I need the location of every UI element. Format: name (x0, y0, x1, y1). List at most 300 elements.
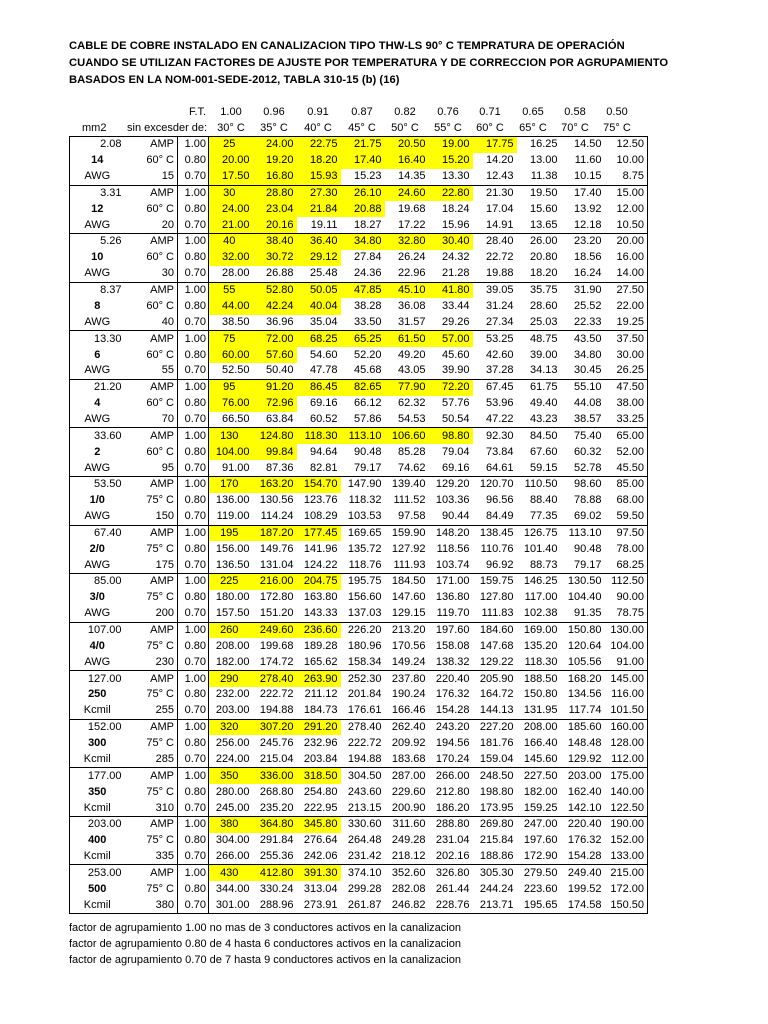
table-row (70, 347, 648, 363)
ampacity-value-cell: 57.86 (341, 412, 385, 428)
ampacity-value-cell: 21.28 (429, 266, 473, 282)
conductor-size-cell: 2/0 (70, 541, 125, 557)
ampacity-value-cell: 113.10 (341, 428, 385, 444)
ampacity-value-cell: 243.60 (347, 785, 382, 798)
ampacity-value-cell: 17.75 (473, 137, 517, 153)
ampacity-value-cell: 169.00 (517, 622, 561, 638)
ampacity-value-cell: 90.48 (353, 445, 382, 458)
table-row (70, 137, 648, 153)
ampacity-value-cell: 187.20 (253, 525, 297, 541)
ampacity-value-cell: 184.73 (297, 703, 341, 719)
footer-note-1: factor de agrupamiento 1.00 no mas de 3 conductores activos en la canalizacion (69, 922, 461, 934)
grouping-factor-cell: 0.80 (178, 153, 209, 169)
mm2-cell: 177.00 (70, 768, 125, 784)
ampacity-value-cell: 90.48 (573, 542, 602, 555)
grouping-factor-cell: 0.70 (178, 800, 209, 816)
ampacity-value-cell: 77.90 (385, 379, 429, 395)
ampacity-value-cell: 17.40 (341, 153, 385, 169)
ampacity-value-cell: 108.29 (297, 509, 341, 525)
ampacity-value-cell: 27.30 (297, 185, 341, 201)
ampacity-value-cell: 17.04 (485, 202, 514, 215)
ampacity-value-cell: 159.90 (385, 525, 429, 541)
ampacity-value-cell: 18.24 (441, 202, 470, 215)
grouping-factor-cell: 1.00 (178, 671, 209, 687)
ampacity-value-cell: 374.10 (341, 865, 385, 881)
ampacity-value-cell: 45.10 (385, 282, 429, 298)
ampacity-value-cell: 245.00 (209, 800, 253, 816)
ampacity-value-cell: 344.00 (215, 882, 250, 895)
grouping-factor-cell: 1.00 (178, 476, 209, 492)
ampacity-value-cell: 97.50 (605, 525, 648, 541)
ampacity-value-cell: 152.00 (605, 833, 648, 849)
mm2-cell: 67.40 (70, 525, 125, 541)
ampacity-value-cell: 21.75 (341, 137, 385, 153)
ampacity-value-cell: 138.32 (429, 655, 473, 671)
ampacity-value-cell: 223.60 (523, 882, 558, 895)
ampacity-table (69, 136, 648, 914)
base-ampacity-cell: 55 (125, 363, 178, 379)
ampacity-value-cell: 61.50 (385, 331, 429, 347)
ampacity-value-cell: 30.45 (561, 363, 605, 379)
ampacity-value-cell: 208.00 (215, 639, 250, 652)
ampacity-value-cell: 16.24 (561, 266, 605, 282)
ampacity-value-cell: 135.72 (347, 542, 382, 555)
grouping-factor-cell: 0.70 (178, 460, 209, 476)
ampacity-value-cell: 101.40 (523, 542, 558, 555)
ampacity-value-cell: 279.50 (517, 865, 561, 881)
ampacity-value-cell: 45.68 (341, 363, 385, 379)
ampacity-value-cell: 261.44 (435, 882, 470, 895)
title-line-1: CABLE DE COBRE INSTALADO EN CANALIZACION TIPO THW-LS 90° C TEMPRATURA DE OPERACIÓN (69, 40, 625, 52)
ampacity-value-cell: 26.88 (253, 266, 297, 282)
ampacity-value-cell: 65.00 (605, 428, 648, 444)
base-ampacity-cell: 310 (125, 800, 178, 816)
table-row (70, 153, 648, 169)
ampacity-value-cell: 159.75 (473, 574, 517, 590)
ampacity-value-cell: 352.60 (385, 865, 429, 881)
ampacity-value-cell: 85.28 (397, 445, 426, 458)
ampacity-value-cell: 85.00 (605, 476, 648, 492)
ampacity-value-cell: 92.30 (473, 428, 517, 444)
grouping-factor-cell: 0.80 (178, 493, 209, 509)
ampacity-value-cell: 232.00 (215, 688, 250, 701)
rating-temperature-cell: 75° C (146, 591, 174, 604)
ampacity-value-cell: 188.50 (517, 671, 561, 687)
amp-label-cell: AMP (125, 865, 178, 881)
ampacity-value-cell: 282.08 (391, 882, 426, 895)
ampacity-value-cell: 166.40 (523, 737, 558, 750)
ampacity-value-cell: 326.80 (429, 865, 473, 881)
ampacity-value-cell: 170.56 (391, 639, 426, 652)
ampacity-value-cell: 228.76 (429, 897, 473, 913)
ampacity-value-cell: 78.75 (605, 606, 648, 622)
mm2-label: mm2 (82, 122, 107, 134)
ampacity-value-cell: 212.80 (435, 785, 470, 798)
ampacity-value-cell: 266.00 (209, 849, 253, 865)
grouping-factor-cell: 0.80 (178, 833, 209, 849)
ampacity-value-cell: 68.25 (605, 557, 648, 573)
ampacity-value-cell: 136.80 (435, 591, 470, 604)
ampacity-value-cell: 172.00 (605, 881, 648, 897)
ampacity-value-cell: 19.20 (253, 153, 297, 169)
ampacity-value-cell: 184.50 (385, 574, 429, 590)
ampacity-value-cell: 169.65 (341, 525, 385, 541)
ampacity-value-cell: 91.00 (209, 460, 253, 476)
table-row (70, 849, 648, 865)
unit-cell: AWG (70, 655, 125, 671)
grouping-factor-cell: 0.70 (178, 849, 209, 865)
ampacity-value-cell: 63.84 (253, 412, 297, 428)
ampacity-value-cell: 142.10 (561, 800, 605, 816)
ampacity-value-cell: 84.50 (517, 428, 561, 444)
table-row (70, 460, 648, 476)
table-row (70, 768, 648, 784)
unit-cell: AWG (70, 169, 125, 185)
ampacity-value-cell: 185.60 (561, 719, 605, 735)
unit-cell: AWG (70, 460, 125, 476)
ampacity-value-cell: 176.32 (435, 688, 470, 701)
ampacity-value-cell: 118.30 (297, 428, 341, 444)
ampacity-value-cell: 16.25 (517, 137, 561, 153)
grouping-factor-cell: 0.80 (178, 638, 209, 654)
ampacity-value-cell: 304.50 (341, 768, 385, 784)
ampacity-value-cell: 59.15 (517, 460, 561, 476)
ampacity-value-cell: 139.40 (385, 476, 429, 492)
ampacity-value-cell: 168.20 (561, 671, 605, 687)
ampacity-value-cell: 129.92 (561, 752, 605, 768)
ampacity-value-cell: 33.44 (441, 299, 470, 312)
ampacity-value-cell: 26.10 (341, 185, 385, 201)
ampacity-value-cell: 38.50 (209, 315, 253, 331)
conductor-size-cell: 14 (70, 153, 125, 169)
ampacity-value-cell: 25 (209, 137, 253, 153)
temperature-header: 70° C (561, 122, 589, 134)
ampacity-value-cell: 203.84 (297, 752, 341, 768)
ampacity-value-cell: 182.00 (523, 785, 558, 798)
ampacity-value-cell: 126.75 (517, 525, 561, 541)
ampacity-value-cell: 44.08 (573, 397, 602, 410)
ampacity-value-cell: 20.50 (385, 137, 429, 153)
ampacity-value-cell: 30.72 (253, 250, 297, 266)
ampacity-value-cell: 98.80 (429, 428, 473, 444)
ampacity-value-cell: 15.96 (429, 217, 473, 233)
ampacity-value-cell: 336.00 (253, 768, 297, 784)
ampacity-value-cell: 311.60 (385, 816, 429, 832)
table-row (70, 816, 648, 832)
unit-cell: AWG (70, 509, 125, 525)
ampacity-value-cell: 117.74 (561, 703, 605, 719)
ampacity-value-cell: 38.57 (561, 412, 605, 428)
ampacity-value-cell: 35.75 (517, 282, 561, 298)
base-ampacity-cell: 30 (125, 266, 178, 282)
ampacity-value-cell: 183.68 (385, 752, 429, 768)
ampacity-value-cell: 320 (209, 719, 253, 735)
ampacity-value-cell: 14.50 (561, 137, 605, 153)
amp-label-cell: AMP (125, 671, 178, 687)
table-row (70, 412, 648, 428)
ampacity-value-cell: 215.04 (253, 752, 297, 768)
table-row (70, 800, 648, 816)
amp-label-cell: AMP (125, 816, 178, 832)
ampacity-value-cell: 232.96 (303, 737, 338, 750)
ampacity-value-cell: 32.80 (385, 234, 429, 250)
ampacity-value-cell: 59.50 (605, 509, 648, 525)
conductor-size-cell: 10 (70, 250, 125, 266)
temperature-header: 65° C (519, 122, 547, 134)
ampacity-value-cell: 227.50 (517, 768, 561, 784)
ampacity-value-cell: 49.20 (397, 348, 426, 361)
base-ampacity-cell: 15 (125, 169, 178, 185)
ampacity-value-cell: 127.80 (479, 591, 514, 604)
ampacity-value-cell: 380 (209, 816, 253, 832)
ampacity-value-cell: 29.26 (429, 315, 473, 331)
ampacity-value-cell: 27.84 (353, 251, 382, 264)
table-row (70, 331, 648, 347)
ampacity-value-cell: 103.36 (435, 494, 470, 507)
ampacity-value-cell: 189.28 (303, 639, 338, 652)
ampacity-value-cell: 430 (209, 865, 253, 881)
ampacity-value-cell: 129.15 (385, 606, 429, 622)
ampacity-value-cell: 200.90 (385, 800, 429, 816)
base-ampacity-cell: 380 (125, 897, 178, 913)
ampacity-value-cell: 197.60 (429, 622, 473, 638)
ampacity-value-cell: 172.80 (259, 591, 294, 604)
ampacity-value-cell: 163.80 (303, 591, 338, 604)
ampacity-value-cell: 69.02 (561, 509, 605, 525)
table-row (70, 638, 648, 654)
base-ampacity-cell: 200 (125, 606, 178, 622)
ampacity-value-cell: 129.22 (473, 655, 517, 671)
ampacity-value-cell: 36.96 (253, 315, 297, 331)
ampacity-value-cell: 31.90 (561, 282, 605, 298)
ampacity-value-cell: 218.12 (385, 849, 429, 865)
ampacity-value-cell: 119.70 (429, 606, 473, 622)
grouping-factor-cell: 1.00 (178, 768, 209, 784)
ampacity-value-cell: 10.00 (605, 153, 648, 169)
ampacity-value-cell: 84.49 (473, 509, 517, 525)
conductor-size-cell: 300 (70, 735, 125, 751)
ampacity-value-cell: 29.12 (297, 250, 341, 266)
ampacity-value-cell: 194.88 (341, 752, 385, 768)
ampacity-value-cell: 159.04 (473, 752, 517, 768)
ampacity-value-cell: 38.28 (353, 299, 382, 312)
ampacity-value-cell: 112.00 (605, 752, 648, 768)
ampacity-value-cell: 180.00 (215, 591, 250, 604)
rating-temperature-cell: 75° C (146, 639, 174, 652)
ampacity-value-cell: 111.93 (385, 557, 429, 573)
ampacity-value-cell: 19.88 (473, 266, 517, 282)
grouping-factor-cell: 0.80 (178, 444, 209, 460)
grouping-factor-cell: 0.70 (178, 655, 209, 671)
ampacity-value-cell: 130.50 (561, 574, 605, 590)
ampacity-value-cell: 158.08 (435, 639, 470, 652)
ampacity-value-cell: 20.80 (529, 251, 558, 264)
ampacity-value-cell: 36.40 (297, 234, 341, 250)
ampacity-value-cell: 138.45 (473, 525, 517, 541)
grouping-factor-cell: 0.80 (178, 347, 209, 363)
ampacity-value-cell: 33.50 (341, 315, 385, 331)
ampacity-value-cell: 136.50 (209, 557, 253, 573)
ampacity-value-cell: 74.62 (385, 460, 429, 476)
ampacity-value-cell: 198.80 (479, 785, 514, 798)
ampacity-value-cell: 15.23 (341, 169, 385, 185)
grouping-factor-cell: 0.70 (178, 897, 209, 913)
ampacity-value-cell: 249.28 (391, 834, 426, 847)
ampacity-value-cell: 98.60 (561, 476, 605, 492)
amp-label-cell: AMP (125, 137, 178, 153)
ampacity-value-cell: 19.00 (429, 137, 473, 153)
ampacity-value-cell: 116.00 (605, 687, 648, 703)
ampacity-value-cell: 52.78 (561, 460, 605, 476)
table-row (70, 574, 648, 590)
ampacity-value-cell: 244.24 (479, 882, 514, 895)
ampacity-value-cell: 120.70 (473, 476, 517, 492)
ampacity-value-cell: 24.00 (253, 137, 297, 153)
ampacity-value-cell: 39.90 (429, 363, 473, 379)
ampacity-value-cell: 174.58 (561, 897, 605, 913)
ampacity-value-cell: 247.00 (517, 816, 561, 832)
table-row (70, 476, 648, 492)
table-row (70, 784, 648, 800)
ampacity-value-cell: 19.11 (297, 217, 341, 233)
temperature-header: 55° C (434, 122, 462, 134)
ampacity-value-cell: 129.20 (429, 476, 473, 492)
ampacity-value-cell: 231.42 (341, 849, 385, 865)
ampacity-value-cell: 260 (209, 622, 253, 638)
ampacity-value-cell: 145.00 (605, 671, 648, 687)
grouping-factor-cell: 0.70 (178, 315, 209, 331)
table-row (70, 493, 648, 509)
ampacity-value-cell: 18.20 (517, 266, 561, 282)
rating-temperature-cell: 75° C (146, 785, 174, 798)
ampacity-value-cell: 87.36 (253, 460, 297, 476)
amp-label-cell: AMP (125, 525, 178, 541)
table-row (70, 266, 648, 282)
ampacity-value-cell: 24.00 (209, 201, 253, 217)
grouping-factor-cell: 1.00 (178, 234, 209, 250)
amp-label-cell: AMP (125, 768, 178, 784)
ampacity-value-cell: 47.50 (605, 379, 648, 395)
ampacity-value-cell: 141.96 (303, 542, 338, 555)
grouping-factor-cell: 0.70 (178, 703, 209, 719)
ampacity-value-cell: 20.00 (605, 234, 648, 250)
unit-cell: AWG (70, 363, 125, 379)
conductor-size-cell: 500 (70, 881, 125, 897)
title-line-2: CUANDO SE UTILIZAN FACTORES DE AJUSTE POR TEMPERATURA Y DE CORRECCION POR AGRUPAMIENTO (69, 57, 669, 69)
grouping-factor-cell: 1.00 (178, 816, 209, 832)
rating-temperature-cell: 75° C (146, 882, 174, 895)
grouping-factor-cell: 0.80 (178, 396, 209, 412)
ampacity-value-cell: 256.00 (215, 737, 250, 750)
ampacity-value-cell: 149.24 (385, 655, 429, 671)
ampacity-value-cell: 188.86 (473, 849, 517, 865)
ampacity-value-cell: 195.75 (341, 574, 385, 590)
ampacity-value-cell: 66.50 (209, 412, 253, 428)
ampacity-value-cell: 35.04 (297, 315, 341, 331)
table-row (70, 687, 648, 703)
ampacity-value-cell: 131.95 (517, 703, 561, 719)
table-row (70, 396, 648, 412)
ampacity-value-cell: 184.60 (473, 622, 517, 638)
ampacity-value-cell: 18.20 (297, 153, 341, 169)
ampacity-value-cell: 242.06 (297, 849, 341, 865)
ampacity-value-cell: 64.61 (473, 460, 517, 476)
ampacity-value-cell: 13.30 (429, 169, 473, 185)
ampacity-value-cell: 60.00 (209, 347, 253, 363)
rating-temperature-cell: 60° C (146, 348, 174, 361)
ampacity-value-cell: 288.96 (253, 897, 297, 913)
table-row (70, 881, 648, 897)
ampacity-value-cell: 48.75 (517, 331, 561, 347)
ampacity-value-cell: 60.52 (297, 412, 341, 428)
ampacity-value-cell: 16.00 (605, 250, 648, 266)
ampacity-value-cell: 26.00 (517, 234, 561, 250)
title-line-3: BASADOS EN LA NOM-001-SEDE-2012, TABLA 310-15 (b) (16) (69, 74, 400, 86)
ampacity-value-cell: 263.90 (297, 671, 341, 687)
ampacity-value-cell: 127.92 (391, 542, 426, 555)
grouping-factor-cell: 0.70 (178, 266, 209, 282)
ampacity-value-cell: 154.28 (561, 849, 605, 865)
ampacity-value-cell: 205.90 (473, 671, 517, 687)
ampacity-value-cell: 97.58 (385, 509, 429, 525)
ampacity-value-cell: 160.00 (605, 719, 648, 735)
ampacity-value-cell: 213.15 (341, 800, 385, 816)
ampacity-value-cell: 147.68 (479, 639, 514, 652)
ampacity-value-cell: 248.50 (473, 768, 517, 784)
table-row (70, 428, 648, 444)
table-row (70, 671, 648, 687)
table-row (70, 833, 648, 849)
ampacity-value-cell: 237.80 (385, 671, 429, 687)
ampacity-value-cell: 61.75 (517, 379, 561, 395)
ampacity-value-cell: 79.04 (441, 445, 470, 458)
table-row (70, 557, 648, 573)
ampacity-value-cell: 17.22 (385, 217, 429, 233)
ampacity-value-cell: 146.25 (517, 574, 561, 590)
ampacity-value-cell: 22.33 (561, 315, 605, 331)
ampacity-value-cell: 96.56 (485, 494, 514, 507)
grouping-factor-cell: 0.70 (178, 606, 209, 622)
ampacity-value-cell: 159.25 (517, 800, 561, 816)
table-row (70, 735, 648, 751)
rating-temperature-cell: 60° C (146, 251, 174, 264)
ampacity-value-cell: 28.40 (473, 234, 517, 250)
ampacity-value-cell: 47.85 (341, 282, 385, 298)
ampacity-value-cell: 21.84 (297, 201, 341, 217)
ampacity-value-cell: 49.40 (529, 397, 558, 410)
ampacity-value-cell: 94.64 (309, 445, 338, 458)
mm2-cell: 2.08 (70, 137, 125, 153)
ampacity-value-cell: 164.72 (479, 688, 514, 701)
amp-label-cell: AMP (125, 185, 178, 201)
ampacity-value-cell: 112.50 (605, 574, 648, 590)
ampacity-value-cell: 52.80 (253, 282, 297, 298)
ampacity-value-cell: 180.96 (347, 639, 382, 652)
ampacity-value-cell: 111.52 (393, 494, 426, 507)
ampacity-value-cell: 19.50 (517, 185, 561, 201)
ampacity-value-cell: 222.72 (347, 737, 382, 750)
ampacity-value-cell: 44.00 (209, 298, 253, 314)
ampacity-value-cell: 299.28 (347, 882, 382, 895)
ampacity-value-cell: 118.56 (436, 542, 470, 555)
ampacity-value-cell: 88.40 (529, 494, 558, 507)
ampacity-value-cell: 131.04 (253, 557, 297, 573)
ampacity-value-cell: 41.80 (429, 282, 473, 298)
ampacity-value-cell: 21.00 (209, 217, 253, 233)
ampacity-value-cell: 222.95 (297, 800, 341, 816)
ampacity-value-cell: 254.80 (303, 785, 338, 798)
unit-cell: Kcmil (70, 703, 125, 719)
